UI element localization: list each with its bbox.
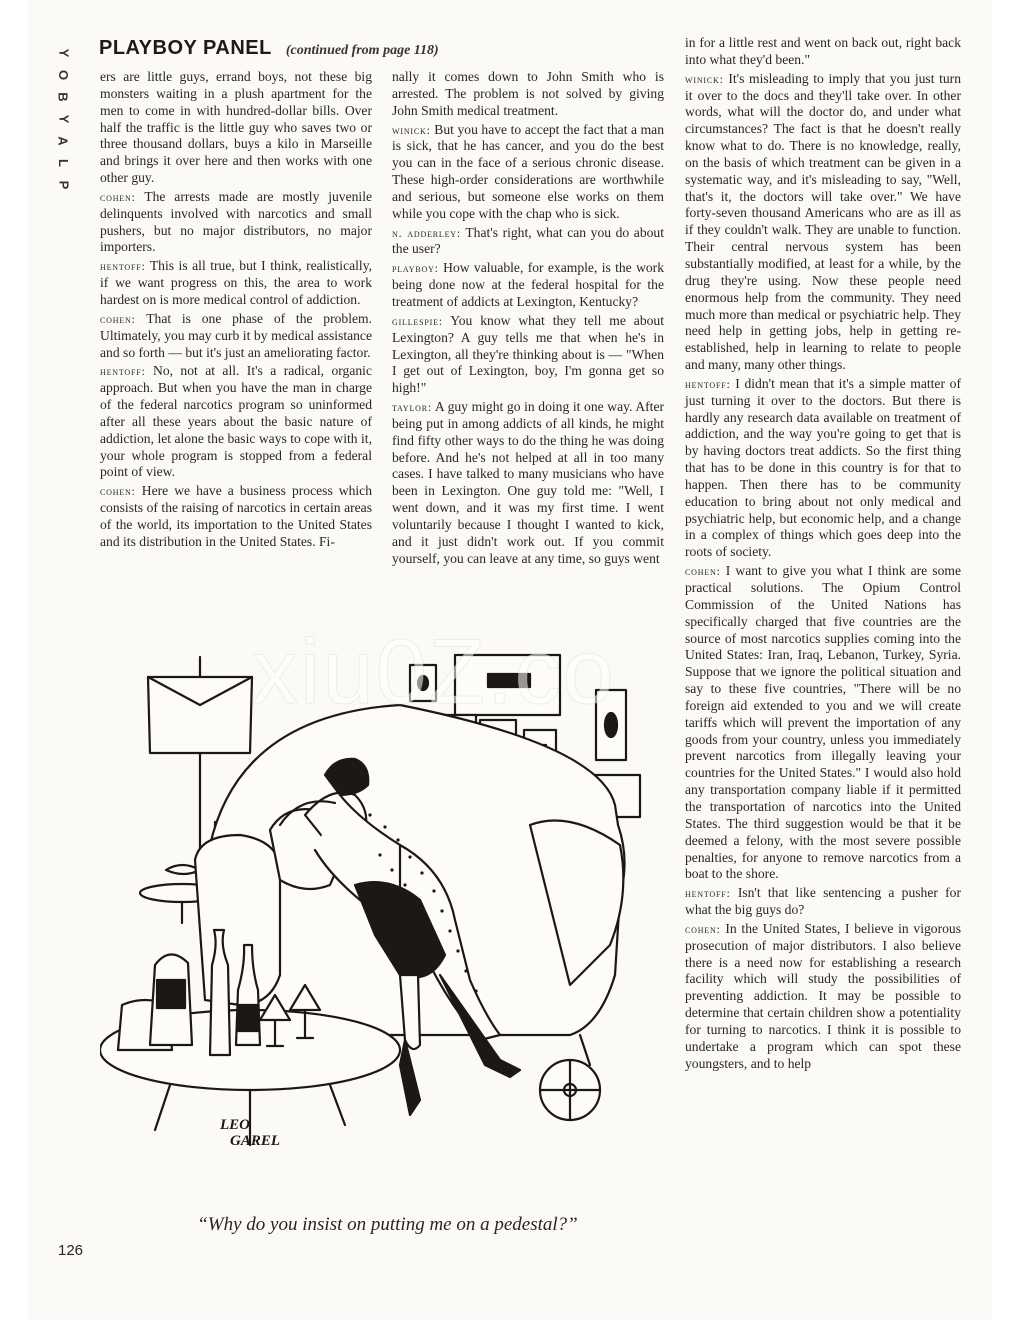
masthead-letter: O: [56, 69, 71, 81]
paragraph: [685, 35, 961, 69]
speaker-name: winick:: [685, 71, 724, 86]
text-column-2: [392, 69, 664, 567]
masthead-letter: L: [55, 159, 71, 167]
speaker-name: taylor:: [392, 400, 433, 415]
speaker-name: winick:: [392, 122, 431, 137]
paragraph-text: No, not at all. It's a radical, organic approach. But when you have the man in charge of the federal narcotics program so uninformed after all these years about the basic nature of addiction, let alone the basic ways to cope with it, your whole program is stopped from a federal point of view.: [100, 363, 372, 480]
continued-note: (continued from page 118): [285, 43, 439, 58]
speaker-name: cohen:: [100, 311, 136, 326]
paragraph-text: Here we have a business process which consists of the raising of narcotics in certain areas of the world, its importation to the United States and its distribution in the United States. Fi-: [100, 483, 372, 549]
paragraph-text: The arrests made are mostly juvenile delinquents involved with narcotics and small pushers, but no major distributors, no major importers.: [100, 188, 372, 255]
paragraph: [392, 260, 664, 311]
paragraph: [685, 563, 961, 883]
paragraph-text: A guy might go in doing it one way. After being put in among addicts of all kinds, he might find fifty other ways to do the thing he was doing before. And he's not helped at all in too many cases. I have talked to many musicians who have been in Lexington. One guy told me: "Well, I went down, and it was my first time. I went voluntarily because I thought I wanted to kick, and it just didn't work out. If you commit yourself, you can leave at any time, so guys went: [392, 399, 665, 566]
article-title: PLAYBOY PANEL: [99, 37, 272, 59]
paragraph: [100, 483, 372, 550]
paragraph-text: This is all true, but I think, realistically, if we want progress on this, the area to work hardest on is more medical control of addiction.: [100, 258, 373, 307]
paragraph-text: nally it comes down to John Smith who is arrested. The problem is not solved by giving John Smith medical treatment.: [392, 69, 664, 118]
paragraph-text: It's misleading to imply that you just turn it over to the docs and they'll take over. In other words, what will the doctor do, and under what circumstances? The fact is that he doesn't really know what to do. There is no knowledge, really, on the basis of which treatment can be given in a systematic way, and it's misleading to say, "Well, that's it, the doctors will take over." We have forty-seven thousand Americans who are as ill as if they couldn't walk. They are unable to function. Their central nervous system has been substantially modified, at least for a while, by the drug they're using. Now these people need enormous help from the community. They need much more than medical or psychiatric help. They need help in getting jobs, help in getting re-established, help in learning to relate to people and many, many other things.: [685, 70, 961, 373]
signature-line-1: LEO: [220, 1117, 250, 1133]
cartoon-illustration: [100, 645, 675, 1205]
speaker-name: n. adderley:: [392, 225, 461, 240]
speaker-name: hentoff:: [685, 886, 731, 901]
masthead-letter: P: [55, 180, 71, 190]
vertical-masthead: [52, 42, 71, 196]
paragraph-text: That is one phase of the problem. Ultimately, you may curb it by medical assistance and so forth — but it's just an ameliorating factor.: [100, 310, 373, 360]
speaker-name: cohen:: [100, 484, 136, 499]
paragraph: [392, 122, 664, 223]
paragraph: [100, 363, 372, 481]
speaker-name: cohen:: [100, 189, 136, 204]
masthead-letter: A: [55, 136, 71, 146]
paragraph: [100, 311, 372, 362]
paragraph-text: But you have to accept the fact that a man is sick, that he has cancer, and you do the best you can in the face of a serious chronic disease. These high-order considerations are worthwhile and serious, but someone else works on them while you cope with the chap who is sick.: [392, 121, 665, 221]
paragraph: [392, 399, 664, 567]
paragraph: [392, 225, 664, 259]
paragraph-text: ers are little guys, errand boys, not these big monsters waiting in a plush apartment for the men to come in with hundred-dollar bills. Over half the traffic is the little guy who saves two or three thousand dollars, buys a kilo in Marseille and brings it over here and then works with one other guy.: [100, 69, 372, 186]
cartoon-caption: “Why do you insist on putting me on a pedestal?”: [197, 1214, 578, 1235]
artist-signature: [219, 1117, 280, 1149]
speaker-name: cohen:: [685, 564, 721, 579]
paragraph-text: Isn't that like sentencing a pusher for what the big guys do?: [685, 885, 961, 918]
masthead-letter: Y: [55, 48, 71, 58]
paragraph: [100, 69, 372, 187]
text-column-1: [100, 69, 372, 551]
speaker-name: playboy:: [392, 261, 439, 276]
speaker-name: hentoff:: [685, 376, 731, 391]
paragraph: [392, 69, 664, 120]
speaker-name: hentoff:: [100, 259, 146, 274]
paragraph-text: In the United States, I believe in vigorous prosecution of major distributors. I also believe there is a need now for establishing a research facility which will study the possibilities of preventing addiction. It may be possible to determine that certain children show a potentiality for turning to narcotics. I think it is possible to undertake a program which can spot these youngsters, and to help: [685, 920, 961, 1071]
paragraph: [100, 189, 372, 256]
masthead-letter: B: [55, 92, 71, 102]
paragraph-text: That's right, what can you do about the user?: [392, 224, 664, 257]
speaker-name: cohen:: [685, 921, 721, 936]
masthead-letter: Y: [55, 114, 71, 124]
signature-line-2: GAREL: [230, 1133, 281, 1149]
paragraph: [685, 71, 961, 374]
paragraph-text: You know what they tell me about Lexington? A guy tells me that when he's in Lexington, all they're thinking about is — "When I get out of Lexington, boy, I'm gonna get so high!": [392, 312, 664, 396]
speaker-name: hentoff:: [100, 364, 146, 379]
paragraph-text: I didn't mean that it's a simple matter of just turning it over to the doctors. But there is hardly any research data available on treatment of addiction, and the way you're going to get that is by having doctors treat addicts. So the first thing that has to be done in this country is for that to happen. Then there has to be community education to bring about not only medical and psychiatric help, but economic help, and a change in a complex of things which goes deep into the roots of society.: [685, 375, 961, 560]
page-number: 126: [58, 1242, 84, 1259]
article-header: [99, 37, 659, 60]
paragraph: [100, 258, 372, 309]
paragraph: [392, 313, 664, 397]
paragraph-text: How valuable, for example, is the work being done now at the federal hospital for the treatment of addicts at Lexington, Kentucky?: [392, 260, 665, 309]
text-column-3: [685, 35, 961, 1072]
paragraph: [685, 885, 961, 919]
speaker-name: gillespie:: [392, 313, 443, 328]
paragraph-text: I want to give you what I think are some practical solutions. The Opium Control Commission of the United Nations has specifically charged that five countries are the source of most narcotics supplies coming into the United States: Iran, Iraq, Lebanon, Turkey, Syria. Suppose that we ignore the political situation and say to these five countries, "There will be no foreign aid extended to you and we will create tariffs which will prevent the importation of any goods from your country, unless you immediately prevent narcotics from illegally leaving your countries for the United States." I would also hold any transportation company liable if it permitted the transportation of narcotics into the United States. The third suggestion would be that it be deemed a felony, with the most severe possible penalties, for anyone to remove narcotics from a boat to the shore.: [685, 563, 961, 882]
paragraph-text: in for a little rest and went on back out, right back into what they'd been.": [685, 35, 961, 67]
watermark: xiu0Z.co: [252, 621, 616, 723]
paragraph: [685, 921, 961, 1073]
paragraph: [685, 376, 961, 561]
